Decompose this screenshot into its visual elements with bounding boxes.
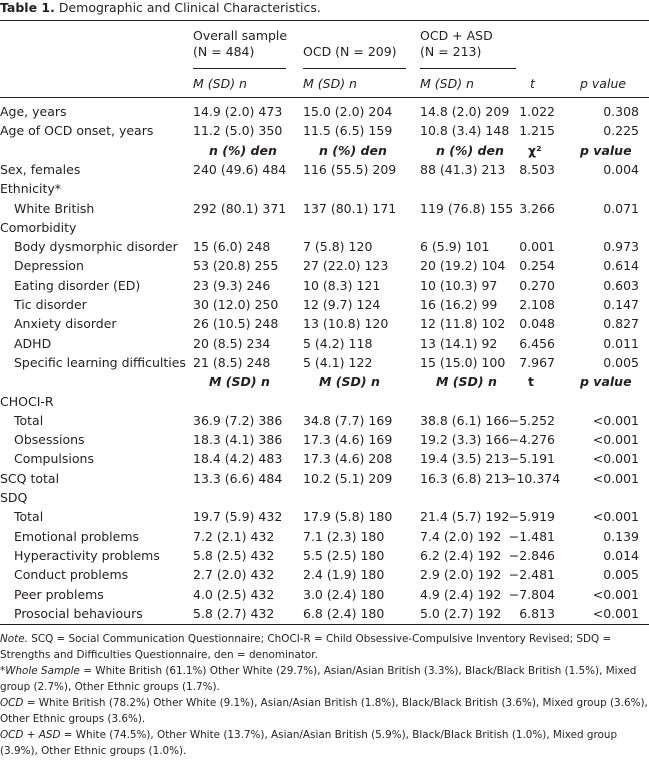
- t-value: 0.270: [519, 277, 555, 293]
- t-value: 0.001: [519, 239, 555, 255]
- section-label: Ethnicity*: [0, 181, 62, 197]
- p-value: 0.071: [603, 200, 639, 216]
- value-cell: 2.9 (2.0) 192: [420, 567, 502, 583]
- subheader-overall: M (SD) n: [193, 76, 247, 91]
- p-value: <0.001: [592, 432, 639, 448]
- value-cell: 4.0 (2.5) 432: [193, 586, 275, 602]
- row-label: Specific learning difficulties: [14, 354, 186, 370]
- subheader-cell: M (SD) n: [209, 374, 270, 390]
- p-value: 0.973: [603, 239, 639, 255]
- p-value: <0.001: [592, 509, 639, 525]
- note-ocd: [0, 696, 649, 727]
- p-value: <0.001: [592, 412, 639, 428]
- header-overall-line2: (N = 484): [193, 44, 255, 59]
- note-label: Note.: [0, 633, 28, 645]
- value-cell: 116 (55.5) 209: [303, 161, 397, 177]
- header-ocd-asd-line2: (N = 213): [420, 44, 482, 59]
- row-label: Hyperactivity problems: [14, 547, 160, 563]
- subheader-cell: n (%) den: [209, 142, 277, 158]
- p-value: <0.001: [592, 586, 639, 602]
- table-caption: [0, 0, 321, 16]
- value-cell: 17.3 (4.6) 169: [303, 432, 393, 448]
- t-value: −1.481: [508, 528, 555, 544]
- value-cell: 17.3 (4.6) 208: [303, 451, 393, 467]
- note-whole-text: = White British (61.1%) Other White (29.7%), Asian/Asian British (3.3%), Black/Black British (1.5%), Mixed group (2.7%), Other Ethnic groups (1.7%).: [0, 665, 637, 693]
- header-rule: [0, 97, 649, 98]
- value-cell: 15 (15.0) 100: [420, 354, 506, 370]
- value-cell: 26 (10.5) 248: [193, 316, 279, 332]
- t-value: 1.215: [519, 123, 555, 139]
- value-cell: 7 (5.8) 120: [303, 239, 373, 255]
- value-cell: 36.9 (7.2) 386: [193, 412, 283, 428]
- p-value: 0.014: [603, 547, 639, 563]
- t-value: −10.374: [506, 470, 561, 486]
- header-ocd-asd: [420, 28, 493, 60]
- row-label: Emotional problems: [14, 528, 140, 544]
- note-abbreviations: [0, 632, 649, 663]
- value-cell: 11.5 (6.5) 159: [303, 123, 393, 139]
- t-value: 7.967: [519, 354, 555, 370]
- value-cell: 88 (41.3) 213: [420, 161, 506, 177]
- p-value: <0.001: [592, 451, 639, 467]
- p-value: 0.011: [603, 335, 639, 351]
- value-cell: 292 (80.1) 371: [193, 200, 287, 216]
- value-cell: 10 (8.3) 121: [303, 277, 381, 293]
- row-label: Total: [14, 509, 44, 525]
- header-ocd: OCD (N = 209): [303, 44, 397, 59]
- value-cell: 18.3 (4.1) 386: [193, 432, 283, 448]
- top-rule: [0, 20, 649, 21]
- p-value: <0.001: [592, 605, 639, 621]
- row-label: Obsessions: [14, 432, 85, 448]
- t-value: −7.804: [508, 586, 555, 602]
- value-cell: 6 (5.9) 101: [420, 239, 490, 255]
- t-value: 0.048: [519, 316, 555, 332]
- row-label: Body dysmorphic disorder: [14, 239, 178, 255]
- value-cell: 18.4 (4.2) 483: [193, 451, 283, 467]
- note-asd-label: OCD + ASD: [0, 729, 61, 741]
- t-value: 6.813: [519, 605, 555, 621]
- value-cell: 5 (4.2) 118: [303, 335, 373, 351]
- p-value: 0.308: [603, 104, 639, 119]
- p-value: 0.005: [603, 354, 639, 370]
- value-cell: 14.8 (2.0) 209: [420, 104, 510, 119]
- p-value: 0.004: [603, 161, 639, 177]
- value-cell: 14.9 (2.0) 473: [193, 104, 283, 119]
- value-cell: 13 (10.8) 120: [303, 316, 389, 332]
- note-whole-label: *Whole Sample: [0, 665, 80, 677]
- subheader-t: t: [530, 76, 535, 91]
- row-label: Conduct problems: [14, 567, 129, 583]
- t-value: −5.252: [508, 412, 555, 428]
- p-value: 0.005: [603, 567, 639, 583]
- row-label: ADHD: [14, 335, 52, 351]
- table-title: Demographic and Clinical Characteristics.: [58, 0, 321, 15]
- row-label: Prosocial behaviours: [14, 605, 143, 621]
- header-underline-overall: [193, 68, 286, 69]
- value-cell: 19.7 (5.9) 432: [193, 509, 283, 525]
- subheader-p: p value: [580, 76, 627, 91]
- row-label: White British: [14, 200, 95, 216]
- t-value: 3.266: [519, 200, 555, 216]
- header-overall-line1: Overall sample: [193, 28, 288, 43]
- t-value: −2.481: [508, 567, 555, 583]
- value-cell: 240 (49.6) 484: [193, 161, 287, 177]
- value-cell: 5 (4.1) 122: [303, 354, 373, 370]
- value-cell: 19.2 (3.3) 166: [420, 432, 510, 448]
- value-cell: 21 (8.5) 248: [193, 354, 271, 370]
- value-cell: 137 (80.1) 171: [303, 200, 397, 216]
- subheader-cell: n (%) den: [319, 142, 387, 158]
- p-value: 0.147: [603, 297, 639, 312]
- t-value: 1.022: [519, 104, 555, 119]
- p-value: 0.225: [603, 123, 639, 139]
- p-value: 0.603: [603, 277, 639, 293]
- value-cell: 16 (16.2) 99: [420, 297, 498, 312]
- row-label: Eating disorder (ED): [14, 277, 141, 293]
- value-cell: 12 (9.7) 124: [303, 297, 381, 312]
- value-cell: 119 (76.8) 155: [420, 200, 514, 216]
- subheader-cell: M (SD) n: [436, 374, 497, 390]
- bottom-rule: [0, 624, 649, 625]
- note-ocd-text: = White British (78.2%) Other White (9.1%), Asian/Asian British (1.8%), Black/Black British (3.6%), Mixed group (3.6%), Other Ethnic groups (3.6%).: [0, 697, 648, 725]
- value-cell: 7.1 (2.3) 180: [303, 528, 385, 544]
- value-cell: 4.9 (2.4) 192: [420, 586, 502, 602]
- value-cell: 12 (11.8) 102: [420, 316, 506, 332]
- value-cell: 2.4 (1.9) 180: [303, 567, 385, 583]
- subheader-ocd-asd: M (SD) n: [420, 76, 474, 91]
- subheader-cell: n (%) den: [436, 142, 504, 158]
- value-cell: 6.8 (2.4) 180: [303, 605, 385, 621]
- value-cell: 15.0 (2.0) 204: [303, 104, 393, 119]
- section-label: CHOCI-R: [0, 393, 54, 409]
- header-overall: [193, 28, 287, 60]
- value-cell: 7.2 (2.1) 432: [193, 528, 275, 544]
- row-label: Compulsions: [14, 451, 94, 467]
- subheader-ocd: M (SD) n: [303, 76, 357, 91]
- row-label: Depression: [14, 258, 84, 274]
- row-label: Age of OCD onset, years: [0, 123, 154, 139]
- subheader-cell: M (SD) n: [319, 374, 380, 390]
- row-label: Sex, females: [0, 161, 81, 177]
- row-label: Peer problems: [14, 586, 104, 602]
- value-cell: 13 (14.1) 92: [420, 335, 498, 351]
- value-cell: 5.0 (2.7) 192: [420, 605, 502, 621]
- value-cell: 7.4 (2.0) 192: [420, 528, 502, 544]
- value-cell: 11.2 (5.0) 350: [193, 123, 283, 139]
- value-cell: 53 (20.8) 255: [193, 258, 279, 274]
- note-ocd-label: OCD: [0, 697, 24, 709]
- t-value: −5.191: [508, 451, 555, 467]
- section-label: Comorbidity: [0, 219, 77, 235]
- row-label: SCQ total: [0, 470, 60, 486]
- value-cell: 2.7 (2.0) 432: [193, 567, 275, 583]
- t-value: −5.919: [508, 509, 555, 525]
- value-cell: 38.8 (6.1) 166: [420, 412, 510, 428]
- note-ocd-asd: [0, 728, 649, 759]
- value-cell: 5.5 (2.5) 180: [303, 547, 385, 563]
- value-cell: 21.4 (5.7) 192: [420, 509, 510, 525]
- row-label: Total: [14, 412, 44, 428]
- value-cell: 5.8 (2.5) 432: [193, 547, 275, 563]
- value-cell: 3.0 (2.4) 180: [303, 586, 385, 602]
- value-cell: 19.4 (3.5) 213: [420, 451, 510, 467]
- t-value: 8.503: [519, 161, 555, 177]
- t-value: 2.108: [519, 297, 555, 312]
- header-ocd-asd-line1: OCD + ASD: [420, 28, 493, 43]
- value-cell: 10.8 (3.4) 148: [420, 123, 510, 139]
- note-asd-text: = White (74.5%), Other White (13.7%), Asian/Asian British (5.9%), Black/Black British (1.0%), Mixed group (3.9%), Other Ethnic groups (1.0%).: [0, 729, 618, 757]
- value-cell: 6.2 (2.4) 192: [420, 547, 502, 563]
- table-label: Table 1.: [0, 0, 55, 15]
- p-value: 0.139: [603, 528, 639, 544]
- header-underline-ocd: [303, 68, 406, 69]
- subheader-stat: t: [528, 374, 534, 390]
- note-whole-sample: [0, 664, 649, 695]
- subheader-p: p value: [580, 374, 632, 390]
- subheader-stat: χ²: [528, 142, 542, 158]
- value-cell: 27 (22.0) 123: [303, 258, 389, 274]
- t-value: −2.846: [508, 547, 555, 563]
- value-cell: 15 (6.0) 248: [193, 239, 271, 255]
- p-value: 0.614: [603, 258, 639, 274]
- row-label: Anxiety disorder: [14, 316, 117, 332]
- row-label: Age, years: [0, 104, 67, 119]
- value-cell: 20 (19.2) 104: [420, 258, 506, 274]
- subheader-p: p value: [580, 142, 632, 158]
- t-value: −4.276: [508, 432, 555, 448]
- value-cell: 34.8 (7.7) 169: [303, 412, 393, 428]
- section-label: SDQ: [0, 490, 28, 505]
- t-value: 0.254: [519, 258, 555, 274]
- p-value: 0.827: [603, 316, 639, 332]
- t-value: 6.456: [519, 335, 555, 351]
- value-cell: 30 (12.0) 250: [193, 297, 279, 312]
- value-cell: 17.9 (5.8) 180: [303, 509, 393, 525]
- value-cell: 5.8 (2.7) 432: [193, 605, 275, 621]
- p-value: <0.001: [592, 470, 639, 486]
- value-cell: 13.3 (6.6) 484: [193, 470, 283, 486]
- note-text: SCQ = Social Communication Questionnaire; ChOCI-R = Child Obsessive-Compulsive Inventory Revised; SDQ = Strengths and Difficulties Questionnaire, den = denominator.: [0, 633, 612, 661]
- value-cell: 10 (10.3) 97: [420, 277, 498, 293]
- value-cell: 10.2 (5.1) 209: [303, 470, 393, 486]
- header-underline-ocd-asd: [420, 68, 516, 69]
- value-cell: 23 (9.3) 246: [193, 277, 271, 293]
- row-label: Tic disorder: [14, 297, 87, 312]
- value-cell: 20 (8.5) 234: [193, 335, 271, 351]
- value-cell: 16.3 (6.8) 213: [420, 470, 510, 486]
